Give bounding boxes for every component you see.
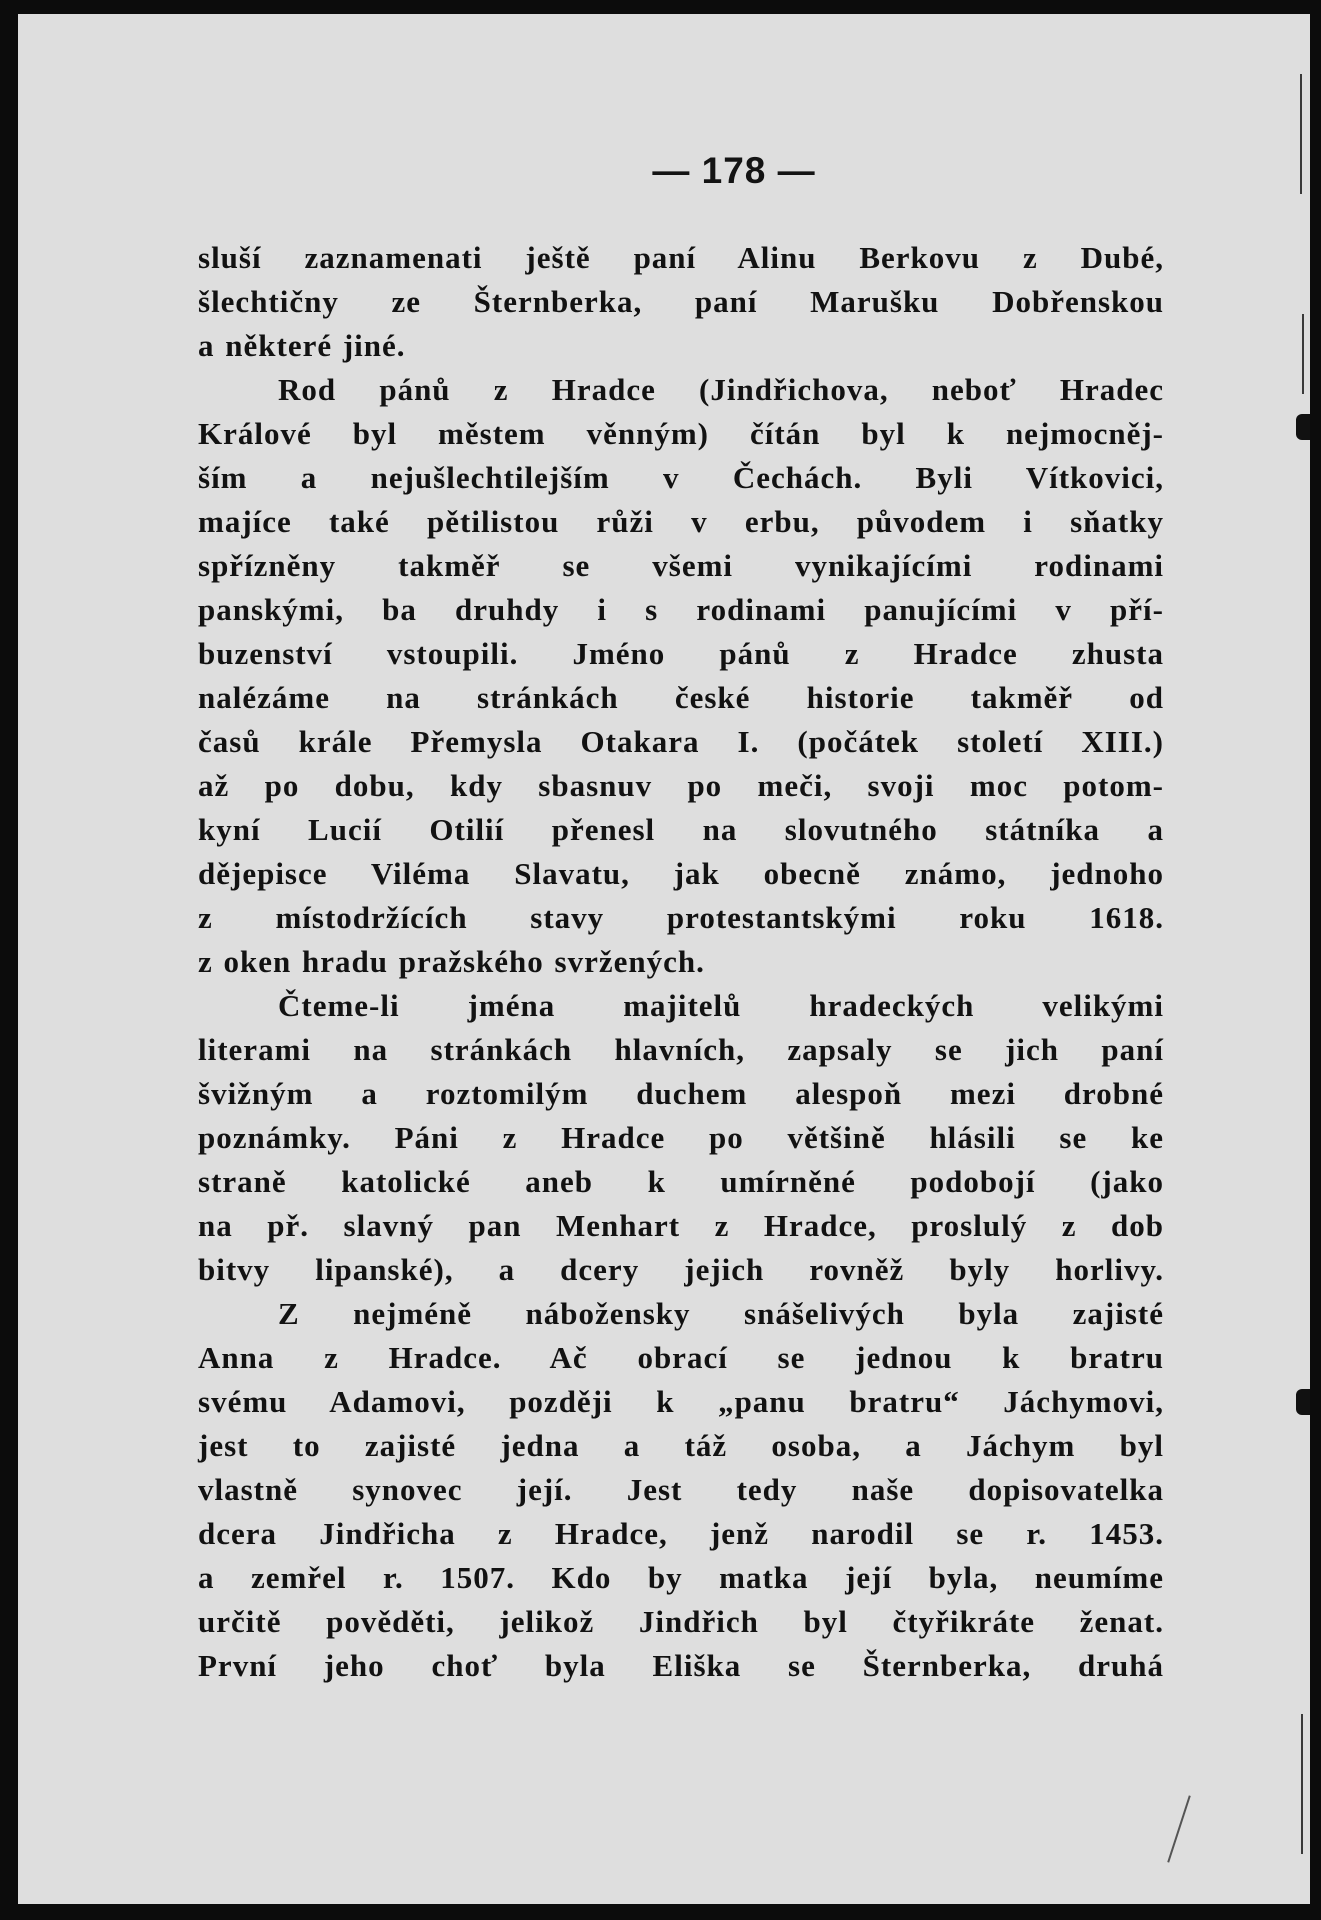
paragraph — [198, 1292, 1164, 1688]
binding-hole-mark — [1296, 1389, 1310, 1415]
book-page — [18, 14, 1310, 1904]
text-line: majíce také pětilistou růži v erbu, původem i sňatky — [198, 504, 1164, 539]
text-line: bitvy lipanské), a dcery jejich rovněž byly horlivy. — [198, 1252, 1164, 1287]
pencil-mark — [1167, 1795, 1191, 1862]
text-line: kyní Lucií Otilií přenesl na slovutného státníka a — [198, 812, 1164, 847]
text-line: dějepisce Viléma Slavatu, jak obecně známo, jednoho — [198, 856, 1164, 891]
binding-hole-mark — [1296, 414, 1310, 440]
text-line: šlechtičny ze Šternberka, paní Marušku Dobřenskou — [198, 284, 1164, 319]
text-line: z místodržících stavy protestantskými roku 1618. — [198, 900, 1164, 935]
page-edge-shadow — [1301, 1714, 1303, 1854]
paragraph — [198, 984, 1164, 1292]
text-line: a zemřel r. 1507. Kdo by matka její byla, neumíme — [198, 1560, 1164, 1595]
text-line: První jeho choť byla Eliška se Šternberka, druhá — [198, 1648, 1164, 1683]
text-line: Čteme-li jména majitelů hradeckých velikými — [278, 988, 1164, 1023]
text-line: jest to zajisté jedna a táž osoba, a Jáchym byl — [198, 1428, 1164, 1463]
text-line: sluší zaznamenati ještě paní Alinu Berkovu z Dubé, — [198, 240, 1164, 275]
paragraph — [198, 368, 1164, 984]
text-line: na př. slavný pan Menhart z Hradce, proslulý z dob — [198, 1208, 1164, 1243]
text-line: Králové byl městem věnným) čítán byl k nejmocněj- — [198, 416, 1164, 451]
text-line: a některé jiné. — [198, 328, 406, 363]
text-line: Rod pánů z Hradce (Jindřichova, neboť Hradec — [278, 372, 1164, 407]
body-text — [198, 236, 1164, 1688]
page-number: — 178 — — [652, 150, 816, 191]
page-edge-shadow — [1300, 74, 1302, 194]
text-line: švižným a roztomilým duchem alespoň mezi drobné — [198, 1076, 1164, 1111]
text-line: určitě pověděti, jelikož Jindřich byl čtyřikráte ženat. — [198, 1604, 1164, 1639]
paragraph — [198, 236, 1164, 368]
text-line: až po dobu, kdy sbasnuv po meči, svoji moc potom- — [198, 768, 1164, 803]
text-line: literami na stránkách hlavních, zapsaly se jich paní — [198, 1032, 1164, 1067]
text-line: Anna z Hradce. Ač obrací se jednou k bratru — [198, 1340, 1164, 1375]
text-line: buzenství vstoupili. Jméno pánů z Hradce zhusta — [198, 636, 1164, 671]
text-line: časů krále Přemysla Otakara I. (počátek století XIII.) — [198, 724, 1164, 759]
text-line: nalézáme na stránkách české historie takměř od — [198, 680, 1164, 715]
text-line: panskými, ba druhdy i s rodinami panujícími v pří- — [198, 592, 1164, 627]
text-line: vlastně synovec její. Jest tedy naše dopisovatelka — [198, 1472, 1164, 1507]
text-line: straně katolické aneb k umírněné podobojí (jako — [198, 1164, 1164, 1199]
page-edge-shadow — [1302, 314, 1304, 394]
text-line: ším a nejušlechtilejším v Čechách. Byli Vítkovici, — [198, 460, 1164, 495]
text-line: poznámky. Páni z Hradce po většině hlásili se ke — [198, 1120, 1164, 1155]
text-line: svému Adamovi, později k „panu bratru“ Jáchymovi, — [198, 1384, 1164, 1419]
text-line: Z nejméně nábožensky snášelivých byla zajisté — [278, 1296, 1164, 1331]
text-line: spřízněny takměř se všemi vynikajícími rodinami — [198, 548, 1164, 583]
text-line: dcera Jindřicha z Hradce, jenž narodil se r. 1453. — [198, 1516, 1164, 1551]
text-line: z oken hradu pražského svržených. — [198, 944, 705, 979]
